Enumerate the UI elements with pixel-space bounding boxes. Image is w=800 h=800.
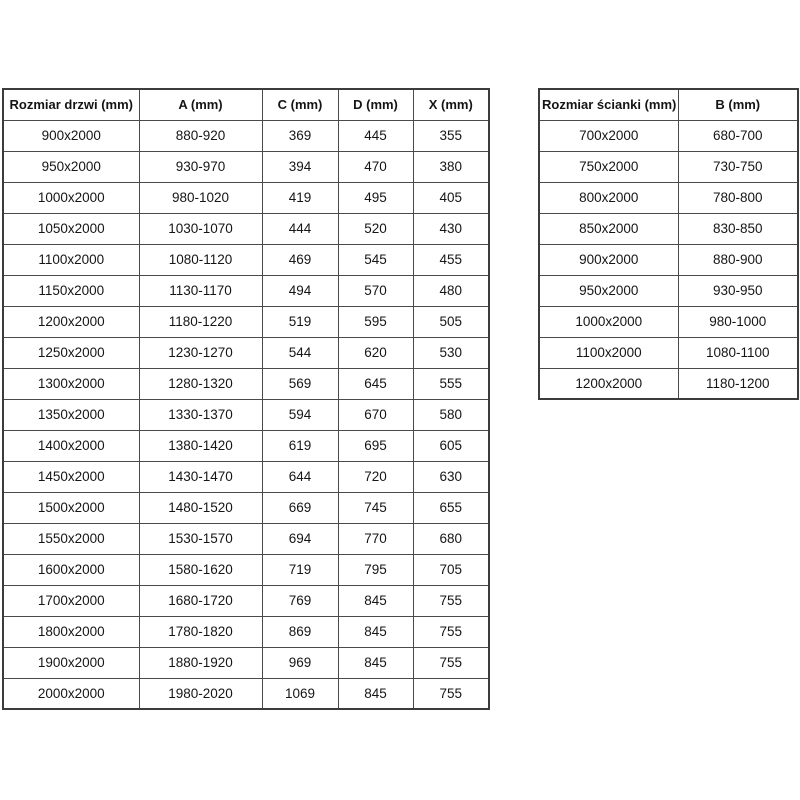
table-cell: 720 (338, 461, 413, 492)
table-cell: 1480-1520 (139, 492, 262, 523)
table-cell: 969 (262, 647, 338, 678)
table-cell: 1880-1920 (139, 647, 262, 678)
table-row (3, 120, 489, 151)
table-row (539, 182, 798, 213)
header-row (3, 89, 489, 120)
table-cell: 755 (413, 585, 489, 616)
table-cell: 719 (262, 554, 338, 585)
table-row (3, 306, 489, 337)
table-cell: 800x2000 (539, 182, 678, 213)
table-cell: 1600x2000 (3, 554, 139, 585)
table-cell: 780-800 (678, 182, 798, 213)
table-cell: 755 (413, 616, 489, 647)
table-cell: 845 (338, 585, 413, 616)
table-row (539, 368, 798, 399)
table-row (3, 275, 489, 306)
table-cell: 1330-1370 (139, 399, 262, 430)
table-row (3, 213, 489, 244)
door-size-table-section (2, 88, 488, 710)
table-cell: 1080-1100 (678, 337, 798, 368)
table-cell: 1350x2000 (3, 399, 139, 430)
table-row (539, 213, 798, 244)
table-cell: 1000x2000 (539, 306, 678, 337)
table-cell: 1500x2000 (3, 492, 139, 523)
table-row (3, 554, 489, 585)
wall-size-table-section (538, 88, 797, 400)
table-cell: 730-750 (678, 151, 798, 182)
table-cell: 845 (338, 616, 413, 647)
table-cell: 1150x2000 (3, 275, 139, 306)
table-cell: 644 (262, 461, 338, 492)
table-cell: 1000x2000 (3, 182, 139, 213)
table-cell: 1680-1720 (139, 585, 262, 616)
door-size-table (2, 88, 490, 710)
table-row (3, 616, 489, 647)
table-row (3, 368, 489, 399)
wall-size-table (538, 88, 799, 400)
table-cell: 569 (262, 368, 338, 399)
table-cell: 455 (413, 244, 489, 275)
table-cell: 369 (262, 120, 338, 151)
table-cell: 580 (413, 399, 489, 430)
table-cell: 1230-1270 (139, 337, 262, 368)
header-row (539, 89, 798, 120)
table-cell: 880-900 (678, 244, 798, 275)
table-cell: 355 (413, 120, 489, 151)
table-cell: 750x2000 (539, 151, 678, 182)
table-cell: 380 (413, 151, 489, 182)
table-cell: 1100x2000 (3, 244, 139, 275)
table-cell: 1380-1420 (139, 430, 262, 461)
table-cell: 880-920 (139, 120, 262, 151)
table-cell: 394 (262, 151, 338, 182)
table-cell: 1250x2000 (3, 337, 139, 368)
table-cell: 1800x2000 (3, 616, 139, 647)
table-cell: 900x2000 (3, 120, 139, 151)
table-cell: 1450x2000 (3, 461, 139, 492)
table-row (3, 151, 489, 182)
table-cell: 669 (262, 492, 338, 523)
table-cell: 1069 (262, 678, 338, 709)
table-row (3, 244, 489, 275)
column-header: B (mm) (678, 89, 798, 120)
table-cell: 1200x2000 (3, 306, 139, 337)
table-cell: 1780-1820 (139, 616, 262, 647)
table-row (539, 275, 798, 306)
table-cell: 419 (262, 182, 338, 213)
column-header: C (mm) (262, 89, 338, 120)
table-row (539, 120, 798, 151)
table-row (3, 182, 489, 213)
table-cell: 1300x2000 (3, 368, 139, 399)
table-cell: 469 (262, 244, 338, 275)
table-cell: 445 (338, 120, 413, 151)
table-cell: 470 (338, 151, 413, 182)
table-cell: 680 (413, 523, 489, 554)
table-row (3, 430, 489, 461)
table-cell: 869 (262, 616, 338, 647)
table-cell: 1700x2000 (3, 585, 139, 616)
table-cell: 845 (338, 678, 413, 709)
table-cell: 1980-2020 (139, 678, 262, 709)
column-header: D (mm) (338, 89, 413, 120)
table-cell: 930-970 (139, 151, 262, 182)
table-cell: 1280-1320 (139, 368, 262, 399)
table-cell: 444 (262, 213, 338, 244)
table-cell: 950x2000 (539, 275, 678, 306)
table-cell: 605 (413, 430, 489, 461)
table-row (3, 647, 489, 678)
table-cell: 1580-1620 (139, 554, 262, 585)
table-row (539, 151, 798, 182)
column-header: X (mm) (413, 89, 489, 120)
table-cell: 570 (338, 275, 413, 306)
table-cell: 980-1020 (139, 182, 262, 213)
table-cell: 1200x2000 (539, 368, 678, 399)
table-row (3, 399, 489, 430)
table-row (3, 585, 489, 616)
table-row (539, 244, 798, 275)
table-cell: 1180-1220 (139, 306, 262, 337)
table-cell: 670 (338, 399, 413, 430)
table-cell: 1100x2000 (539, 337, 678, 368)
table-cell: 1130-1170 (139, 275, 262, 306)
table-cell: 630 (413, 461, 489, 492)
table-cell: 705 (413, 554, 489, 585)
table-cell: 505 (413, 306, 489, 337)
column-header: Rozmiar drzwi (mm) (3, 89, 139, 120)
table-row (3, 523, 489, 554)
table-cell: 845 (338, 647, 413, 678)
table-cell: 480 (413, 275, 489, 306)
table-row (3, 461, 489, 492)
column-header: A (mm) (139, 89, 262, 120)
table-cell: 545 (338, 244, 413, 275)
table-cell: 795 (338, 554, 413, 585)
table-cell: 1530-1570 (139, 523, 262, 554)
table-cell: 1030-1070 (139, 213, 262, 244)
table-cell: 2000x2000 (3, 678, 139, 709)
table-cell: 494 (262, 275, 338, 306)
table-cell: 530 (413, 337, 489, 368)
table-cell: 519 (262, 306, 338, 337)
table-row (3, 337, 489, 368)
table-cell: 1400x2000 (3, 430, 139, 461)
column-header: Rozmiar ścianki (mm) (539, 89, 678, 120)
table-row (539, 337, 798, 368)
table-cell: 850x2000 (539, 213, 678, 244)
table-row (539, 306, 798, 337)
table-cell: 430 (413, 213, 489, 244)
table-cell: 555 (413, 368, 489, 399)
table-cell: 520 (338, 213, 413, 244)
table-cell: 655 (413, 492, 489, 523)
table-row (3, 678, 489, 709)
table-cell: 1080-1120 (139, 244, 262, 275)
table-cell: 1900x2000 (3, 647, 139, 678)
table-cell: 1430-1470 (139, 461, 262, 492)
table-cell: 700x2000 (539, 120, 678, 151)
table-cell: 594 (262, 399, 338, 430)
table-cell: 619 (262, 430, 338, 461)
table-row (3, 492, 489, 523)
table-cell: 620 (338, 337, 413, 368)
table-cell: 755 (413, 678, 489, 709)
table-cell: 495 (338, 182, 413, 213)
table-cell: 595 (338, 306, 413, 337)
table-cell: 405 (413, 182, 489, 213)
table-cell: 770 (338, 523, 413, 554)
table-cell: 544 (262, 337, 338, 368)
table-cell: 745 (338, 492, 413, 523)
table-cell: 980-1000 (678, 306, 798, 337)
table-cell: 755 (413, 647, 489, 678)
table-cell: 769 (262, 585, 338, 616)
table-cell: 1180-1200 (678, 368, 798, 399)
table-cell: 930-950 (678, 275, 798, 306)
table-cell: 645 (338, 368, 413, 399)
table-cell: 900x2000 (539, 244, 678, 275)
table-cell: 1550x2000 (3, 523, 139, 554)
table-cell: 950x2000 (3, 151, 139, 182)
table-cell: 694 (262, 523, 338, 554)
table-cell: 1050x2000 (3, 213, 139, 244)
table-cell: 695 (338, 430, 413, 461)
table-cell: 830-850 (678, 213, 798, 244)
table-cell: 680-700 (678, 120, 798, 151)
